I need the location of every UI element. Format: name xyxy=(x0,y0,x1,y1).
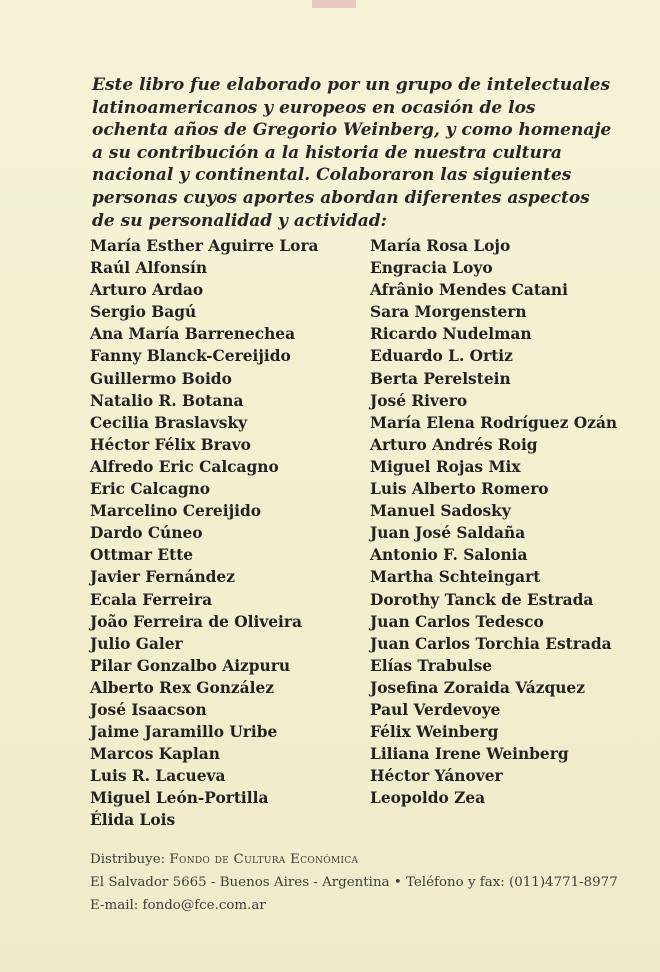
contributor-name: Eric Calcagno xyxy=(90,480,211,499)
contributor-name: Julio Galer xyxy=(90,634,183,653)
contributor-name: José Isaacson xyxy=(90,700,207,719)
contributor-name: Miguel Rojas Mix xyxy=(370,457,521,476)
contributor-name: Ecala Ferreira xyxy=(90,590,213,609)
contributor-name: Ricardo Nudelman xyxy=(370,325,532,344)
contributor-name: Sara Morgenstern xyxy=(370,303,527,322)
contributor-name: Luis R. Lacueva xyxy=(90,767,226,786)
contributor-name: Raúl Alfonsín xyxy=(90,259,208,278)
contributor-name: Dorothy Tanck de Estrada xyxy=(370,590,594,609)
contributor-name: João Ferreira de Oliveira xyxy=(90,612,302,631)
contributor-name: Dardo Cúneo xyxy=(90,524,203,543)
contributor-name: Afrânio Mendes Catani xyxy=(370,281,568,300)
contributor-name: María Rosa Lojo xyxy=(370,237,511,255)
contributor-name: Héctor Yánover xyxy=(370,767,503,786)
contributor-name: Cecilia Braslavsky xyxy=(90,413,248,432)
contributor-name: Natalio R. Botana xyxy=(90,391,244,410)
address-line: El Salvador 5665 - Buenos Aires - Argentina • Teléfono y fax: (011)4771-8977 xyxy=(90,875,618,890)
contributor-name: Guillermo Boido xyxy=(90,369,232,388)
contributor-name: Javier Fernández xyxy=(90,568,235,587)
contributor-name: Sergio Bagú xyxy=(90,303,197,322)
contributor-name: Eduardo L. Ortiz xyxy=(370,347,513,366)
contributors-right-column xyxy=(370,235,617,809)
contributor-name: Arturo Ardao xyxy=(90,281,204,300)
contributors-left-column xyxy=(90,235,319,832)
contributor-name: María Elena Rodríguez Ozán xyxy=(370,413,618,432)
contributor-name: Engracia Loyo xyxy=(370,259,493,278)
contributor-name: Leopoldo Zea xyxy=(370,789,486,808)
top-edge-mark xyxy=(312,0,356,8)
contributor-name: Alfredo Eric Calcagno xyxy=(90,457,279,476)
contributor-name: Josefina Zoraida Vázquez xyxy=(370,678,585,697)
contributor-name: Marcelino Cereijido xyxy=(90,502,262,521)
contributor-name: Antonio F. Salonia xyxy=(370,546,528,565)
contributor-name: José Rivero xyxy=(370,391,468,410)
contributor-name: Ana María Barrenechea xyxy=(90,325,296,344)
contributor-name: Berta Perelstein xyxy=(370,369,511,388)
contributor-name: Arturo Andrés Roig xyxy=(370,435,538,454)
contributor-name: Martha Schteingart xyxy=(370,568,541,587)
distributor-name: Fondo de Cultura Económica xyxy=(169,852,359,867)
contributor-name: Luis Alberto Romero xyxy=(370,480,549,499)
contributor-name: Juan Carlos Torchia Estrada xyxy=(370,634,612,653)
publisher-footer xyxy=(90,848,618,917)
contributor-name: Manuel Sadosky xyxy=(370,502,511,521)
contributor-name: Juan José Saldaña xyxy=(370,524,526,543)
contributor-name: Miguel León-Portilla xyxy=(90,789,269,808)
contributor-name: Jaime Jaramillo Uribe xyxy=(90,723,278,742)
contributor-name: Marcos Kaplan xyxy=(90,745,220,764)
contributor-name: Pilar Gonzalbo Aizpuru xyxy=(90,656,291,675)
contributor-name: María Esther Aguirre Lora xyxy=(90,237,319,255)
contributor-name: Fanny Blanck-Cereijido xyxy=(90,347,291,366)
contributor-name: Liliana Irene Weinberg xyxy=(370,745,569,764)
distributor-line xyxy=(90,848,618,871)
contributor-name: Héctor Félix Bravo xyxy=(90,435,251,454)
contributor-name: Élida Lois xyxy=(90,811,176,830)
intro-paragraph: Este libro fue elaborado por un grupo de intelectuales latinoamericanos y europeos en ocasión de los ochenta años de Gregorio Weinberg, y como homenaje a su contribución a la historia de nuestra cultura nacional y continental. Colaboraron las siguientes personas cuyos aportes abordan diferentes aspectos de su personalidad y actividad: xyxy=(92,75,612,231)
email-line: E-mail: fondo@fce.com.ar xyxy=(90,898,266,913)
distributor-label: Distribuye: xyxy=(90,852,166,867)
contributor-name: Alberto Rex González xyxy=(90,678,274,697)
contributor-name: Elías Trabulse xyxy=(370,656,493,675)
contributor-name: Juan Carlos Tedesco xyxy=(370,612,544,631)
contributor-name: Ottmar Ette xyxy=(90,546,194,565)
contributor-name: Paul Verdevoye xyxy=(370,700,501,719)
contributor-name: Félix Weinberg xyxy=(370,723,499,742)
